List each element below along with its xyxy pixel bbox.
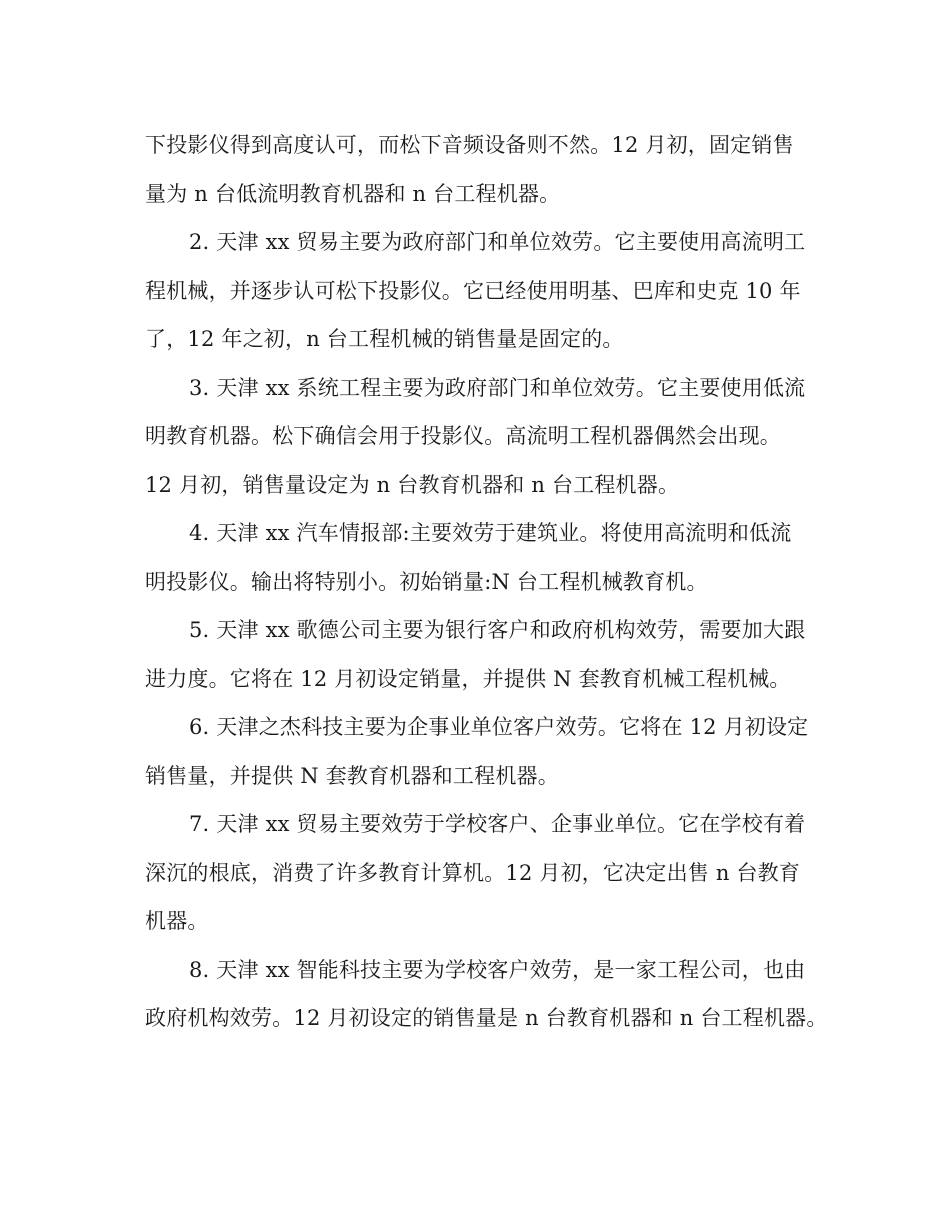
text-line: 下投影仪得到高度认可，而松下音频设备则不然。12 月初，固定销售 (145, 133, 794, 157)
paragraph-item-4 (145, 509, 815, 606)
text-line: 机器。 (145, 909, 209, 933)
text-line: 进力度。它将在 12 月初设定销量，并提供 N 套教育机械工程机械。 (145, 666, 791, 691)
text-line: 深沉的根底，消费了许多教育计算机。12 月初，它决定出售 n 台教育 (145, 860, 801, 885)
text-line: 7. 天津 xx 贸易主要效劳于学校客户、企事业单位。它在学校有着 (189, 812, 806, 836)
text-line: 销售量，并提供 N 套教育机器和工程机器。 (145, 763, 559, 788)
text-line: 3. 天津 xx 系统工程主要为政府部门和单位效劳。它主要使用低流 (189, 375, 806, 400)
text-line: 6. 天津之杰科技主要为企事业单位客户效劳。它将在 12 月初设定 (189, 715, 809, 739)
paragraph-continuation (145, 121, 815, 218)
text-line: 12 月初，销售量设定为 n 台教育机器和 n 台工程机器。 (145, 472, 680, 497)
text-line: 5. 天津 xx 歌德公司主要为银行客户和政府机构效劳，需要加大跟 (189, 618, 806, 642)
text-line: 4. 天津 xx 汽车情报部:主要效劳于建筑业。将使用高流明和低流 (189, 521, 792, 545)
paragraph-item-3 (145, 364, 815, 510)
paragraph-item-6 (145, 703, 815, 800)
text-line: 8. 天津 xx 智能科技主要为学校客户效劳，是一家工程公司，也由 (189, 957, 806, 982)
text-line: 明投影仪。输出将特别小。初始销量:N 台工程机械教育机。 (145, 569, 708, 594)
paragraph-item-2 (145, 218, 815, 364)
paragraph-item-7 (145, 800, 815, 946)
text-line: 政府机构效劳。12 月初设定的销售量是 n 台教育机器和 n 台工程机器。 (145, 1006, 828, 1030)
text-line: 2. 天津 xx 贸易主要为政府部门和单位效劳。它主要使用高流明工 (189, 230, 806, 254)
text-line: 了，12 年之初，n 台工程机械的销售量是固定的。 (145, 327, 624, 351)
document-body (145, 121, 828, 1043)
text-line: 程机械，并逐步认可松下投影仪。它已经使用明基、巴库和史克 10 年 (145, 278, 801, 303)
paragraph-item-8 (145, 946, 828, 1043)
text-line: 量为 n 台低流明教育机器和 n 台工程机器。 (145, 181, 561, 206)
paragraph-item-5 (145, 606, 815, 703)
text-line: 明教育机器。松下确信会用于投影仪。高流明工程机器偶然会出现。 (145, 424, 781, 448)
